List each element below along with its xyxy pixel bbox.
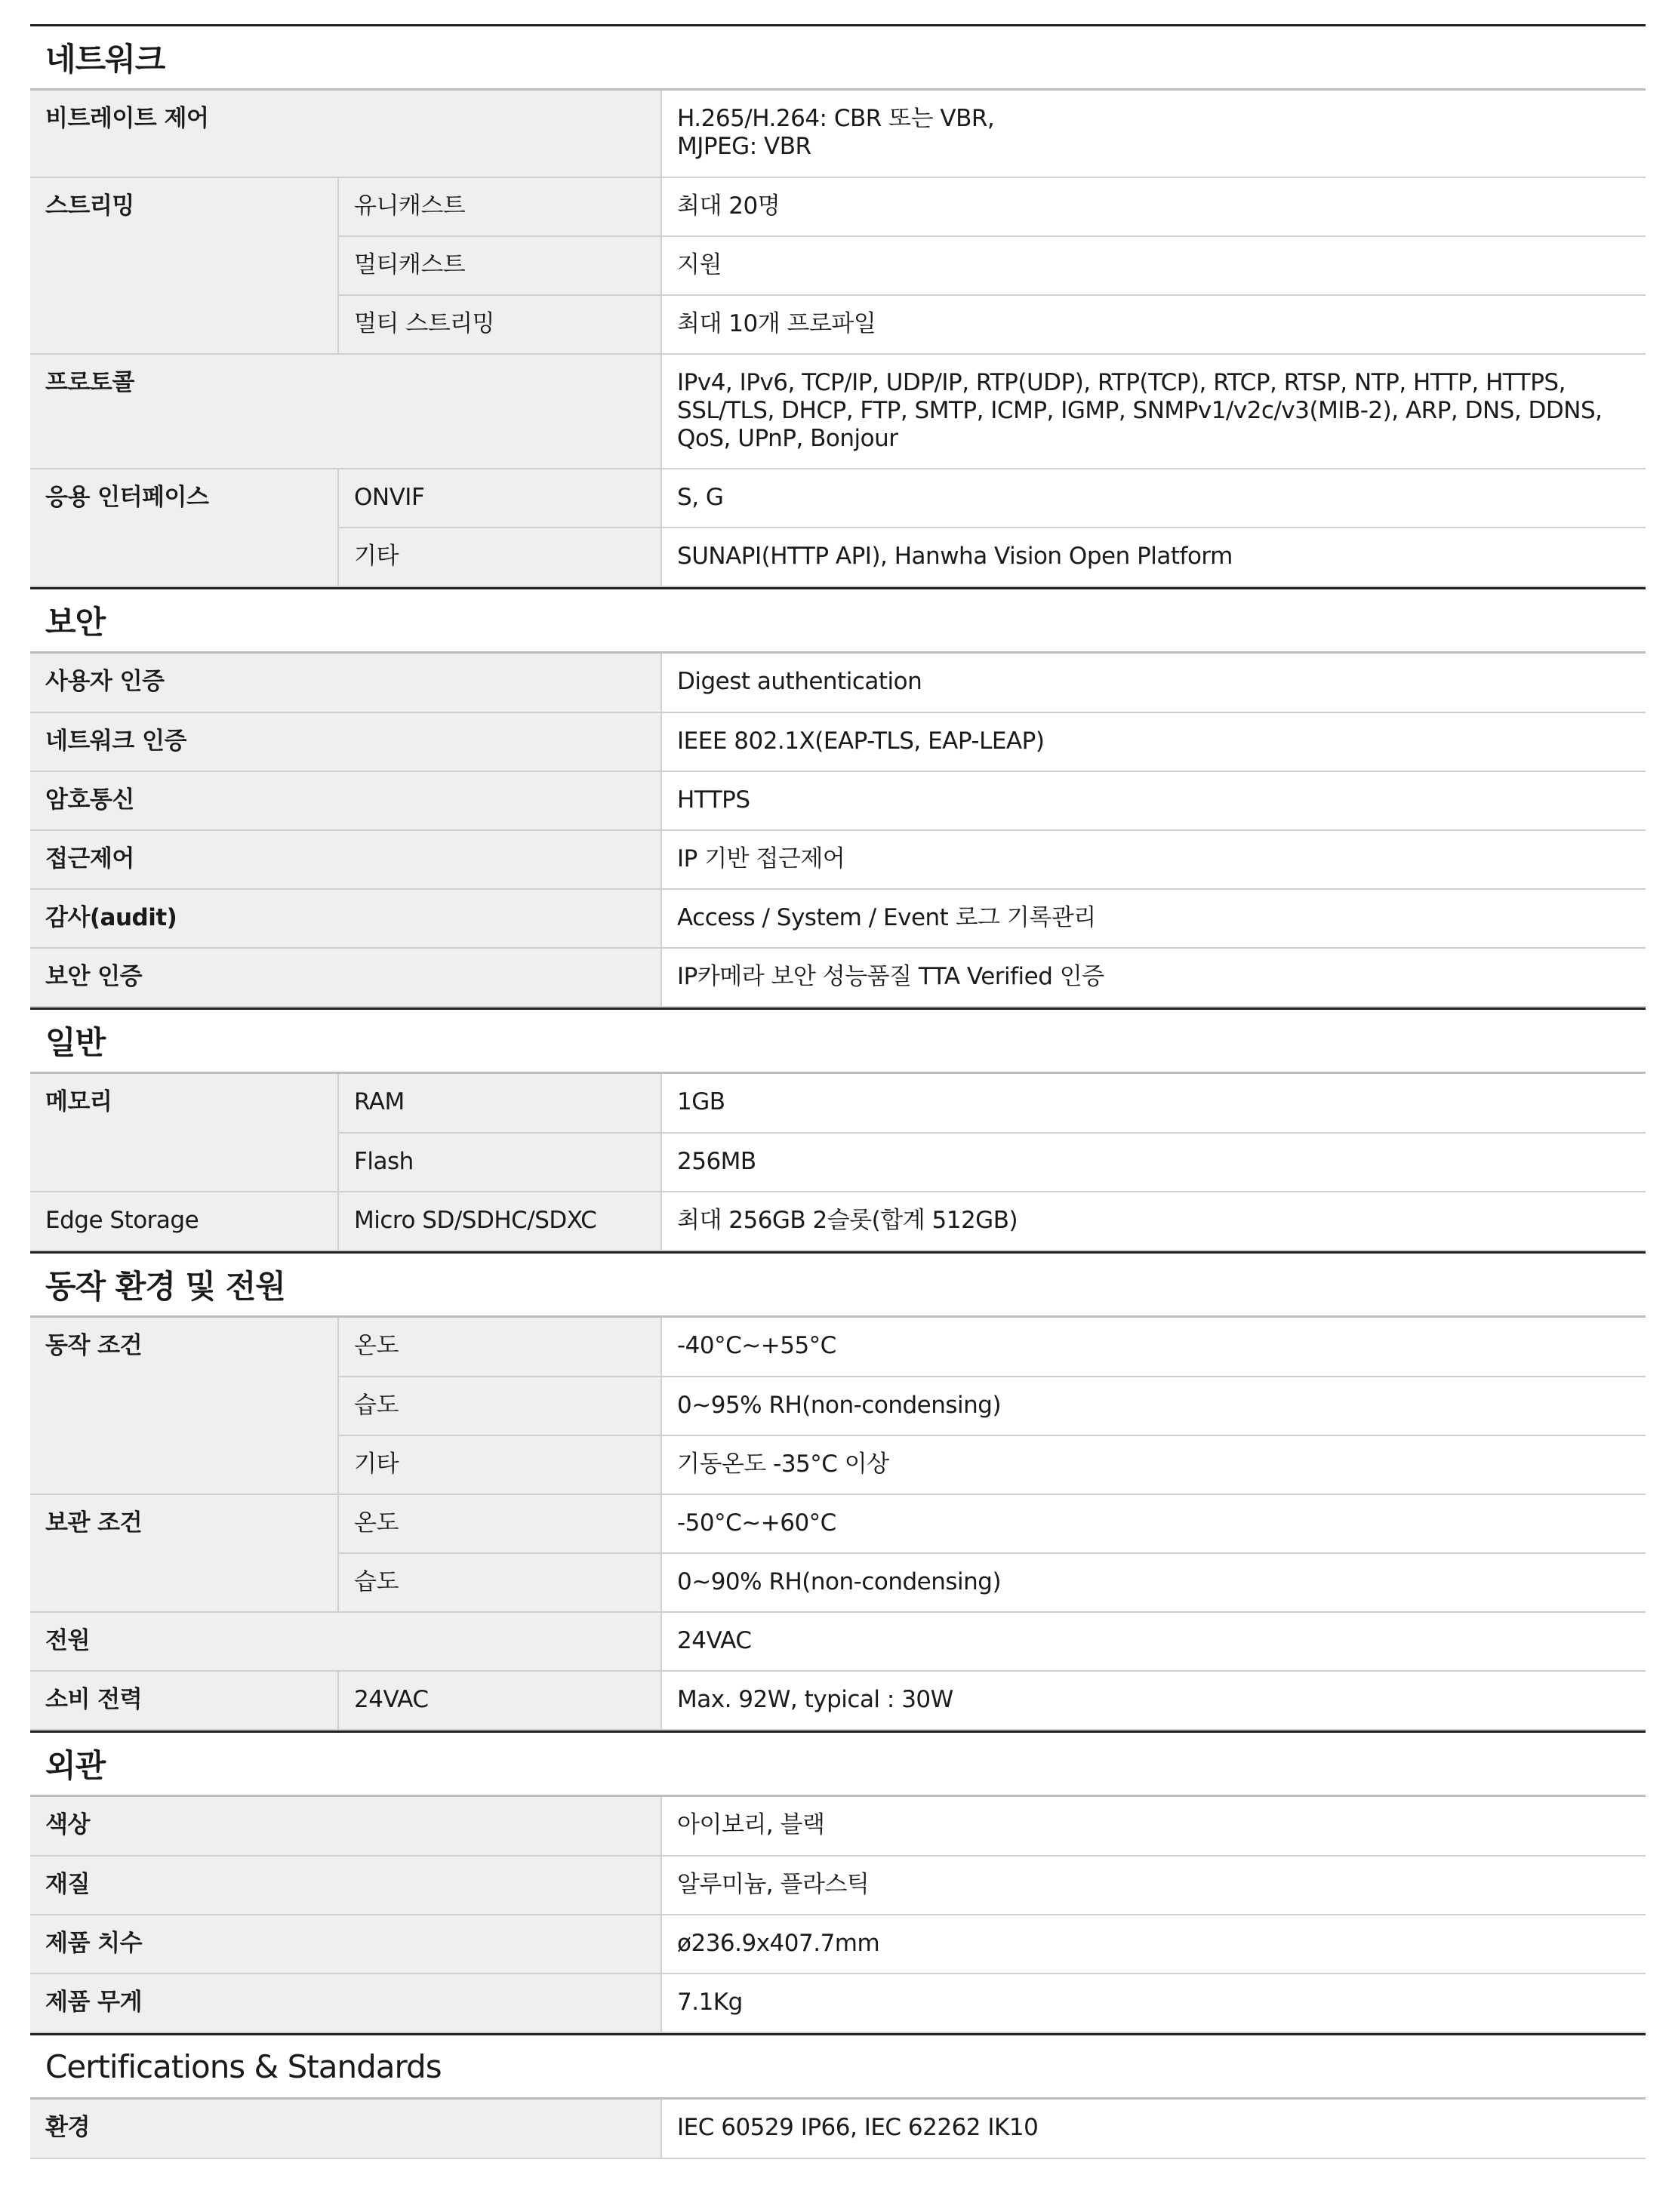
row-value: 아이보리, 블랙	[661, 1797, 1646, 1856]
row-value: 0~95% RH(non-condensing)	[661, 1377, 1646, 1435]
row-value: IP 기반 접근제어	[661, 830, 1646, 889]
table-row	[30, 1074, 1646, 1133]
section-title-general: 일반	[30, 1008, 1646, 1074]
row-value: HTTPS	[661, 771, 1646, 830]
table-row	[30, 654, 1646, 712]
row-value: S, G	[661, 469, 1646, 528]
row-value: 최대 256GB 2슬롯(합계 512GB)	[661, 1192, 1646, 1251]
row-value	[661, 91, 1646, 177]
row-value	[661, 354, 1646, 469]
table-row	[30, 1192, 1646, 1251]
row-label: 메모리	[30, 1074, 338, 1192]
row-sublabel: 온도	[338, 1494, 661, 1553]
row-value: 최대 10개 프로파일	[661, 295, 1646, 354]
table-row	[30, 1612, 1646, 1671]
row-sublabel: Flash	[338, 1133, 661, 1192]
spec-table-environment	[30, 1318, 1646, 1731]
table-row	[30, 830, 1646, 889]
row-sublabel: 24VAC	[338, 1671, 661, 1730]
row-label: 네트워크 인증	[30, 712, 661, 771]
row-sublabel: 온도	[338, 1318, 661, 1377]
table-row	[30, 1318, 1646, 1377]
section-title-environment-power: 동작 환경 및 전원	[30, 1251, 1646, 1318]
row-label: 색상	[30, 1797, 661, 1856]
spec-table-certifications	[30, 2100, 1646, 2159]
spec-table-general	[30, 1074, 1646, 1251]
row-value: 1GB	[661, 1074, 1646, 1133]
row-label: 접근제어	[30, 830, 661, 889]
row-value: 7.1Kg	[661, 1974, 1646, 2032]
row-sublabel: Micro SD/SDHC/SDXC	[338, 1192, 661, 1251]
row-value: IP카메라 보안 성능품질 TTA Verified 인증	[661, 948, 1646, 1007]
row-label: 암호통신	[30, 771, 661, 830]
row-label: 감사(audit)	[30, 889, 661, 948]
value-line: SSL/TLS, DHCP, FTP, SMTP, ICMP, IGMP, SNMPv1/v2c/v3(MIB-2), ARP, DNS, DDNS,	[677, 397, 1603, 424]
table-row	[30, 1974, 1646, 2032]
row-label: Edge Storage	[30, 1192, 338, 1251]
value-line: MJPEG: VBR	[677, 133, 811, 160]
section-title-security: 보안	[30, 587, 1646, 654]
row-value: 기동온도 -35°C 이상	[661, 1435, 1646, 1494]
spec-table-appearance	[30, 1797, 1646, 2033]
table-row	[30, 1856, 1646, 1915]
row-sublabel: 습도	[338, 1377, 661, 1435]
row-value: IEC 60529 IP66, IEC 62262 IK10	[661, 2100, 1646, 2158]
row-value: Digest authentication	[661, 654, 1646, 712]
row-label: 전원	[30, 1612, 661, 1671]
row-value: 0~90% RH(non-condensing)	[661, 1553, 1646, 1612]
table-row	[30, 469, 1646, 528]
table-row	[30, 771, 1646, 830]
table-row	[30, 91, 1646, 177]
row-label: 재질	[30, 1856, 661, 1915]
section-title-appearance: 외관	[30, 1731, 1646, 1797]
row-sublabel: 기타	[338, 1435, 661, 1494]
row-label: 보안 인증	[30, 948, 661, 1007]
row-value: SUNAPI(HTTP API), Hanwha Vision Open Platform	[661, 528, 1646, 586]
table-row	[30, 1671, 1646, 1730]
row-label: 환경	[30, 2100, 661, 2158]
spec-document	[30, 24, 1646, 2159]
row-value: 지원	[661, 236, 1646, 295]
row-value: Max. 92W, typical : 30W	[661, 1671, 1646, 1730]
table-row	[30, 354, 1646, 469]
row-label: 비트레이트 제어	[30, 91, 661, 177]
row-label: 소비 전력	[30, 1671, 338, 1730]
row-label: 사용자 인증	[30, 654, 661, 712]
row-value: 256MB	[661, 1133, 1646, 1192]
table-row	[30, 1494, 1646, 1553]
row-label: 프로토콜	[30, 354, 661, 469]
table-row	[30, 1915, 1646, 1974]
spec-table-security	[30, 654, 1646, 1008]
row-sublabel: 습도	[338, 1553, 661, 1612]
spec-table-network	[30, 91, 1646, 587]
value-line: QoS, UPnP, Bonjour	[677, 425, 898, 452]
row-label: 보관 조건	[30, 1494, 338, 1612]
table-row	[30, 948, 1646, 1007]
row-label: 스트리밍	[30, 177, 338, 354]
row-sublabel: 기타	[338, 528, 661, 586]
table-row	[30, 1797, 1646, 1856]
table-row	[30, 712, 1646, 771]
row-sublabel: 멀티 스트리밍	[338, 295, 661, 354]
row-value: ø236.9x407.7mm	[661, 1915, 1646, 1974]
table-row	[30, 2100, 1646, 2158]
row-value: -40°C~+55°C	[661, 1318, 1646, 1377]
value-line: IPv4, IPv6, TCP/IP, UDP/IP, RTP(UDP), RTP(TCP), RTCP, RTSP, NTP, HTTP, HTTPS,	[677, 369, 1566, 396]
table-row	[30, 889, 1646, 948]
row-label: 제품 무게	[30, 1974, 661, 2032]
row-label: 응용 인터페이스	[30, 469, 338, 586]
row-value: 알루미늄, 플라스틱	[661, 1856, 1646, 1915]
section-title-certifications: Certifications & Standards	[30, 2033, 1646, 2100]
row-value: 24VAC	[661, 1612, 1646, 1671]
row-sublabel: 유니캐스트	[338, 177, 661, 236]
row-value: Access / System / Event 로그 기록관리	[661, 889, 1646, 948]
row-label: 동작 조건	[30, 1318, 338, 1494]
row-sublabel: ONVIF	[338, 469, 661, 528]
row-label: 제품 치수	[30, 1915, 661, 1974]
value-line: H.265/H.264: CBR 또는 VBR,	[677, 105, 995, 132]
row-value: IEEE 802.1X(EAP-TLS, EAP-LEAP)	[661, 712, 1646, 771]
section-title-network: 네트워크	[30, 24, 1646, 91]
row-sublabel: 멀티캐스트	[338, 236, 661, 295]
row-value: 최대 20명	[661, 177, 1646, 236]
table-row	[30, 177, 1646, 236]
row-sublabel: RAM	[338, 1074, 661, 1133]
row-value: -50°C~+60°C	[661, 1494, 1646, 1553]
